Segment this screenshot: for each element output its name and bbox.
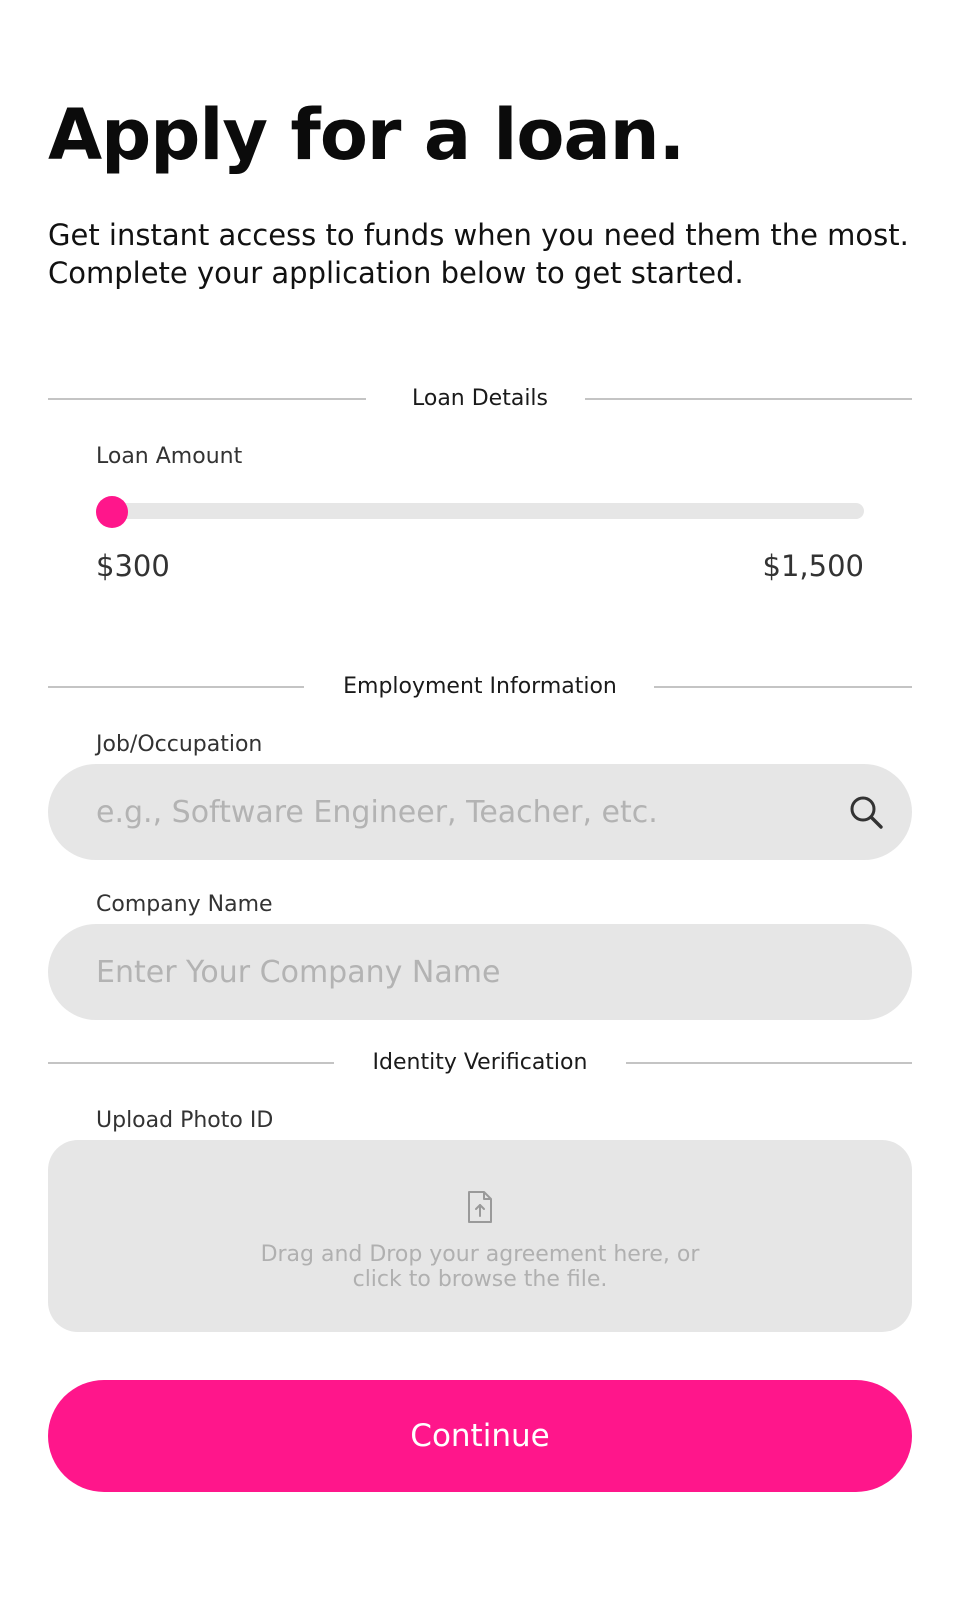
section-divider-identity: [48, 1048, 912, 1078]
loan-application-page: [48, 0, 912, 1620]
search-icon[interactable]: [848, 794, 884, 830]
file-upload-icon: [466, 1190, 494, 1224]
dropzone-line-1: Drag and Drop your agreement here, or: [260, 1242, 700, 1267]
section-label-loan-details: Loan Details: [411, 386, 549, 411]
company-name-label: Company Name: [96, 892, 273, 917]
dropzone-instructions: [48, 1242, 912, 1292]
divider-line-right: [654, 686, 912, 688]
job-occupation-input[interactable]: [96, 764, 796, 860]
job-occupation-field[interactable]: [48, 764, 912, 860]
job-occupation-label: Job/Occupation: [96, 732, 263, 757]
dropzone-line-2: click to browse the file.: [352, 1267, 608, 1292]
divider-line-right: [626, 1062, 912, 1064]
section-divider-employment: [48, 672, 912, 702]
loan-amount-min: $300: [96, 549, 170, 583]
section-label-employment: Employment Information: [343, 674, 617, 699]
loan-amount-max: $1,500: [762, 549, 864, 583]
page-subtitle: Get instant access to funds when you need them the most. Complete your application below to get started.: [48, 218, 909, 290]
loan-amount-slider[interactable]: [96, 496, 864, 526]
divider-line-right: [585, 398, 912, 400]
slider-track[interactable]: [96, 503, 864, 519]
section-label-identity: Identity Verification: [372, 1050, 588, 1075]
loan-amount-label: Loan Amount: [96, 444, 243, 469]
company-name-input[interactable]: [96, 924, 796, 1020]
company-name-field[interactable]: [48, 924, 912, 1020]
upload-photo-id-label: Upload Photo ID: [96, 1108, 274, 1133]
section-divider-loan-details: [48, 384, 912, 414]
continue-button[interactable]: Continue: [48, 1380, 912, 1492]
page-title: Apply for a loan.: [48, 94, 685, 176]
photo-id-dropzone[interactable]: [48, 1140, 912, 1332]
slider-thumb[interactable]: [96, 496, 128, 528]
